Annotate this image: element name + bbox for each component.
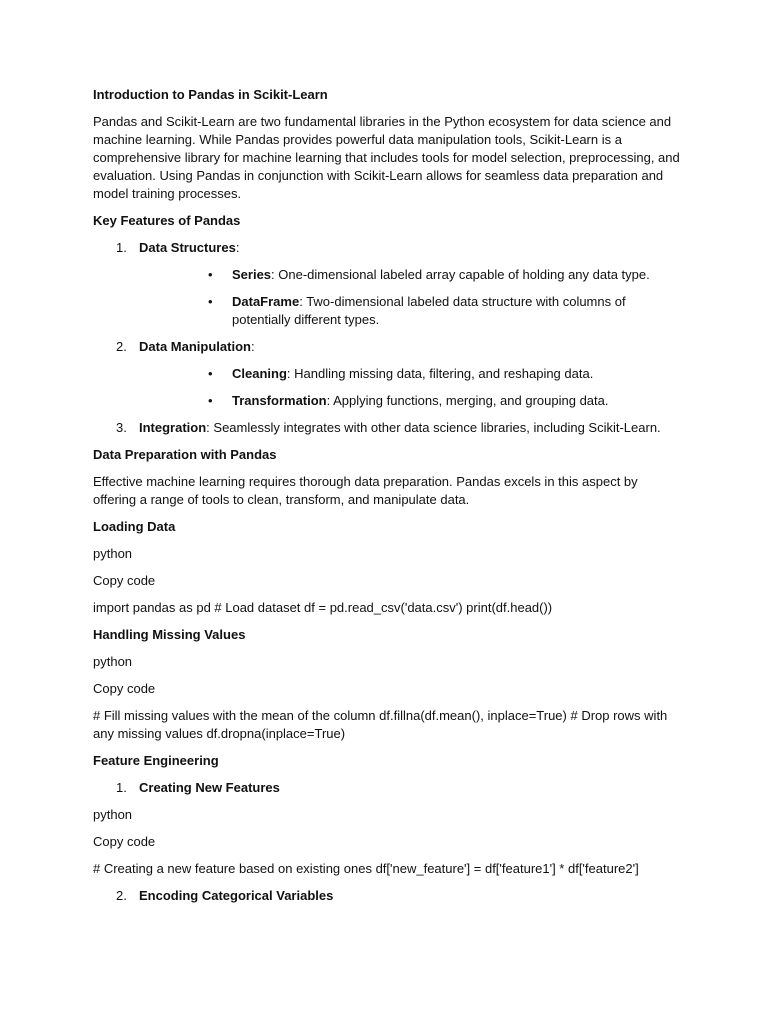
sub-list (139, 266, 683, 329)
bullet-icon: • (208, 366, 213, 381)
code-language-label: python (93, 807, 133, 822)
list-number: 2. (116, 888, 127, 903)
bullet-icon: • (208, 393, 213, 408)
list-number: 2. (116, 339, 127, 354)
list-number: 1. (116, 240, 127, 255)
code-language-label: python (93, 654, 133, 669)
features-heading: Key Features of Pandas (93, 213, 241, 228)
term-description: : One-dimensional labeled array capable of holding any data type. (271, 267, 650, 282)
bullet-icon: • (208, 267, 213, 282)
list-item-suffix: : (235, 240, 240, 255)
copy-code-button[interactable]: Copy code (93, 573, 156, 588)
list-item-title: Encoding Categorical Variables (139, 888, 334, 903)
list-item (93, 338, 683, 410)
prep-paragraph: Effective machine learning requires thorough data preparation. Pandas excels in this aspect by offering a range of tools to clean, transform, and manipulate data. (93, 474, 638, 507)
code-language-label: python (93, 546, 133, 561)
copy-code-button[interactable]: Copy code (93, 834, 156, 849)
term: DataFrame (232, 294, 300, 309)
code-block: # Fill missing values with the mean of the column df.fillna(df.mean(), inplace=True) # Drop rows with any missing values df.dropna(inplace=True) (93, 708, 668, 741)
engineering-list-continued (93, 887, 683, 905)
sub-list-item (139, 293, 683, 329)
term-description: : Two-dimensional labeled data structure with columns of potentially different types. (232, 294, 626, 327)
list-item-title: Data Structures (139, 240, 236, 255)
copy-code-button[interactable]: Copy code (93, 681, 156, 696)
sub-list (139, 365, 683, 410)
list-number: 3. (116, 420, 127, 435)
term: Transformation (232, 393, 327, 408)
engineering-list (93, 779, 683, 797)
prep-heading: Data Preparation with Pandas (93, 447, 277, 462)
term: Series (232, 267, 272, 282)
term-description: : Handling missing data, filtering, and reshaping data. (286, 366, 594, 381)
list-item (93, 419, 683, 437)
term-description: : Applying functions, merging, and grouping data. (326, 393, 609, 408)
missing-heading: Handling Missing Values (93, 627, 246, 642)
list-item (93, 239, 683, 329)
code-block: # Creating a new feature based on existing ones df['new_feature'] = df['feature1'] * df['feature2'] (93, 861, 639, 876)
sub-list-item (139, 392, 683, 410)
list-item-title: Data Manipulation (139, 339, 251, 354)
list-item (93, 887, 683, 905)
code-block: import pandas as pd # Load dataset df = pd.read_csv('data.csv') print(df.head()) (93, 600, 553, 615)
document-content (93, 86, 683, 914)
list-item-title: Creating New Features (139, 780, 280, 795)
engineering-heading: Feature Engineering (93, 753, 219, 768)
features-list (93, 239, 683, 437)
loading-heading: Loading Data (93, 519, 176, 534)
intro-heading: Introduction to Pandas in Scikit-Learn (93, 87, 328, 102)
list-item (93, 779, 683, 797)
sub-list-item (139, 365, 683, 383)
list-item-suffix: : Seamlessly integrates with other data science libraries, including Scikit-Learn. (206, 420, 661, 435)
term: Cleaning (232, 366, 287, 381)
list-item-suffix: : (250, 339, 255, 354)
sub-list-item (139, 266, 683, 284)
bullet-icon: • (208, 294, 213, 309)
list-number: 1. (116, 780, 127, 795)
intro-paragraph: Pandas and Scikit-Learn are two fundamental libraries in the Python ecosystem for data science and machine learning. While Pandas provides powerful data manipulation tools, Scikit-Learn is a comprehensive library for machine learning that includes tools for model selection, preprocessing, and evaluation. Using Pandas in conjunction with Scikit-Learn allows for seamless data preparation and model training processes. (93, 114, 680, 201)
list-item-title: Integration (139, 420, 207, 435)
